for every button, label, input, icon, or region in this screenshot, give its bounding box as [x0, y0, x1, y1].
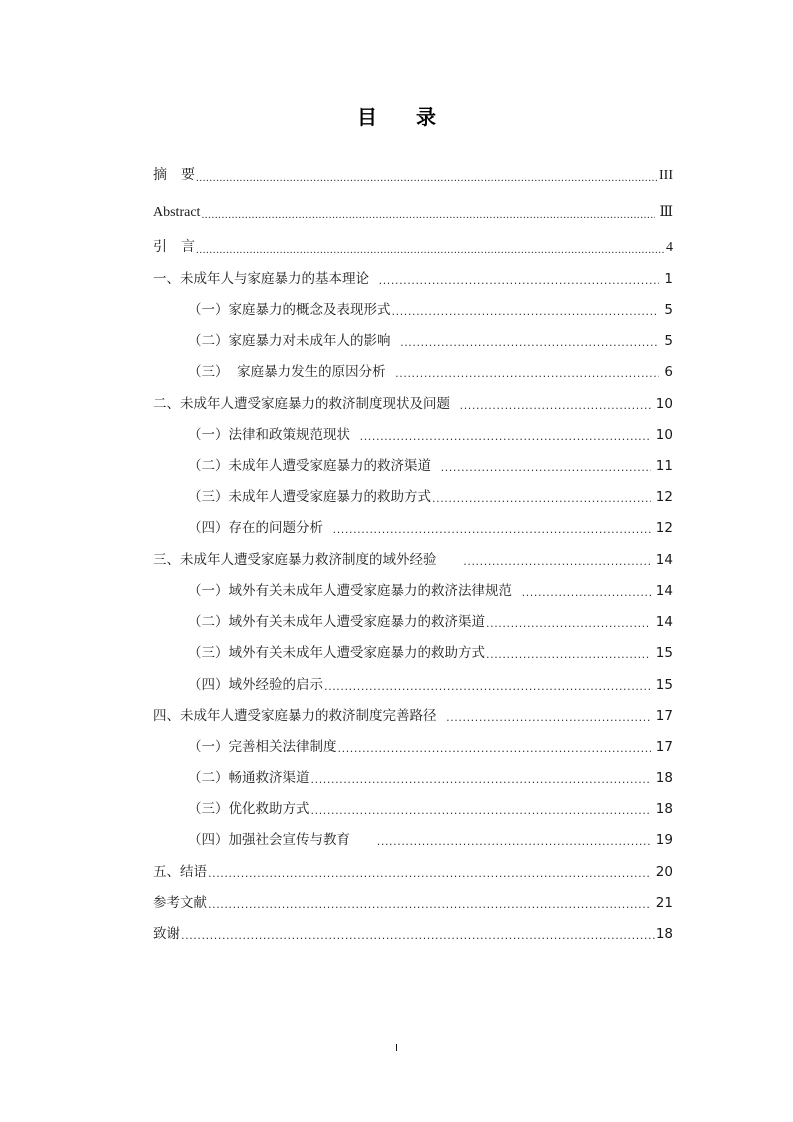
dot-leader: [181, 929, 655, 943]
toc-entry-section-3-3[interactable]: [188, 642, 673, 662]
toc-entry-page: 18: [655, 926, 673, 942]
dot-leader: [432, 492, 651, 506]
toc-entry-acknowledgements[interactable]: [153, 923, 673, 943]
toc-entry-page: 21: [651, 895, 673, 911]
toc-entry-label: 致谢: [153, 926, 180, 942]
toc-entry-label: 五、结语: [153, 864, 207, 880]
toc-entry-label: （三） 家庭暴力发生的原因分析: [188, 364, 395, 380]
dot-leader: [486, 617, 651, 631]
toc-entry-label: （一）家庭暴力的概念及表现形式: [188, 302, 391, 318]
dot-leader: [311, 773, 651, 787]
toc-entry-section-4-4[interactable]: [188, 829, 673, 849]
dot-leader: [446, 711, 650, 725]
toc-entry-section-3-2[interactable]: [188, 611, 673, 631]
page-number: I: [395, 1043, 398, 1054]
toc-entry-page: 14: [651, 614, 673, 630]
toc-entry-label: 参考文献: [153, 895, 207, 911]
toc-entry-label: 四、未成年人遭受家庭暴力的救济制度完善路径: [153, 708, 446, 724]
toc-entry-page: 6: [660, 364, 673, 380]
toc-entry-page: 12: [651, 520, 673, 536]
toc-entry-page: 1: [660, 271, 673, 287]
toc-entry-label: （二）家庭暴力对未成年人的影响: [188, 333, 400, 349]
dot-leader: [208, 898, 651, 912]
toc-entry-section-2-4[interactable]: [188, 517, 673, 537]
toc-entry-page: 14: [651, 583, 673, 599]
toc-entry-page: 15: [651, 645, 673, 661]
toc-entry-label: （三）未成年人遭受家庭暴力的救助方式: [188, 489, 431, 505]
toc-entry-page: Ⅲ: [655, 205, 673, 220]
dot-leader: [395, 367, 659, 381]
toc-entry-page: 5: [660, 333, 673, 349]
toc-title: 目 录: [357, 105, 452, 129]
toc-entry-label: （三）域外有关未成年人遭受家庭暴力的救助方式: [188, 645, 485, 661]
toc-entry-page: 5: [660, 302, 673, 318]
dot-leader: [196, 171, 658, 185]
toc-entry-section-3-1[interactable]: [188, 580, 673, 600]
dot-leader: [379, 274, 660, 288]
toc-entry-label: （四）存在的问题分析: [188, 520, 332, 536]
toc-entry-page: 19: [651, 832, 673, 848]
toc-entry-conclusion[interactable]: [153, 861, 673, 881]
dot-leader: [460, 399, 651, 413]
toc-entry-section-2-1[interactable]: [188, 424, 673, 444]
toc-entry-introduction[interactable]: [153, 237, 673, 257]
toc-entry-page: 10: [651, 396, 673, 412]
toc-entry-label: （四）加强社会宣传与教育: [188, 832, 376, 848]
dot-leader: [208, 867, 651, 881]
toc-entry-abstract-en[interactable]: [153, 202, 673, 222]
toc-entry-label: （一）域外有关未成年人遭受家庭暴力的救济法律规范: [188, 583, 521, 599]
toc-entry-page: III: [659, 168, 673, 183]
toc-entry-page: 20: [651, 864, 673, 880]
toc-entry-label: （二）域外有关未成年人遭受家庭暴力的救济渠道: [188, 614, 485, 630]
toc-entry-section-4-3[interactable]: [188, 798, 673, 818]
toc-entry-label: （一）法律和政策规范现状: [188, 427, 359, 443]
dot-leader: [311, 804, 651, 818]
dot-leader: [196, 243, 665, 257]
toc-entry-section-1-1[interactable]: [188, 299, 673, 319]
toc-entry-page: 18: [651, 801, 673, 817]
toc-entry-label: 三、未成年人遭受家庭暴力救济制度的域外经验: [153, 552, 463, 568]
toc-entry-chapter-1[interactable]: [153, 268, 673, 288]
dot-leader: [338, 742, 651, 756]
toc-entry-label: （四）域外经验的启示: [188, 677, 323, 693]
toc-entry-page: 17: [651, 708, 673, 724]
toc-entry-page: 12: [651, 489, 673, 505]
toc-entry-page: 17: [651, 739, 673, 755]
dot-leader: [441, 461, 651, 475]
toc-entry-page: 18: [651, 770, 673, 786]
toc-entry-chapter-2[interactable]: [153, 393, 673, 413]
toc-entry-label: （一）完善相关法律制度: [188, 739, 337, 755]
dot-leader: [486, 648, 651, 662]
toc-entry-section-1-2[interactable]: [188, 330, 673, 350]
dot-leader: [377, 835, 651, 849]
toc-entry-abstract-cn[interactable]: [153, 165, 673, 185]
toc-entry-page: 11: [651, 458, 673, 474]
toc-entry-label: 摘 要: [153, 168, 195, 183]
toc-entry-page: 4: [666, 240, 673, 255]
toc-entry-section-4-2[interactable]: [188, 767, 673, 787]
dot-leader: [463, 555, 650, 569]
toc-entry-section-2-3[interactable]: [188, 486, 673, 506]
toc-entry-chapter-3[interactable]: [153, 549, 673, 569]
toc-entry-chapter-4[interactable]: [153, 705, 673, 725]
dot-leader: [392, 305, 660, 319]
toc-entry-section-2-2[interactable]: [188, 455, 673, 475]
dot-leader: [201, 208, 655, 222]
toc-entry-label: （二）畅通救济渠道: [188, 770, 310, 786]
toc-entry-references[interactable]: [153, 892, 673, 912]
toc-entry-label: （二）未成年人遭受家庭暴力的救济渠道: [188, 458, 440, 474]
toc-entry-section-4-1[interactable]: [188, 736, 673, 756]
toc-entry-section-3-4[interactable]: [188, 674, 673, 694]
toc-entry-label: 一、未成年人与家庭暴力的基本理论: [153, 271, 378, 287]
dot-leader: [333, 523, 651, 537]
dot-leader: [522, 586, 651, 600]
toc-entry-label: 引 言: [153, 240, 195, 255]
toc-entry-page: 10: [651, 427, 673, 443]
dot-leader: [324, 680, 651, 694]
dot-leader: [360, 430, 651, 444]
toc-entry-label: （三）优化救助方式: [188, 801, 310, 817]
toc-entry-label: Abstract: [153, 205, 201, 220]
dot-leader: [400, 336, 659, 350]
toc-entry-page: 15: [651, 677, 673, 693]
toc-entry-label: 二、未成年人遭受家庭暴力的救济制度现状及问题: [153, 396, 459, 412]
toc-entry-section-1-3[interactable]: [188, 361, 673, 381]
toc-entry-page: 14: [651, 552, 673, 568]
